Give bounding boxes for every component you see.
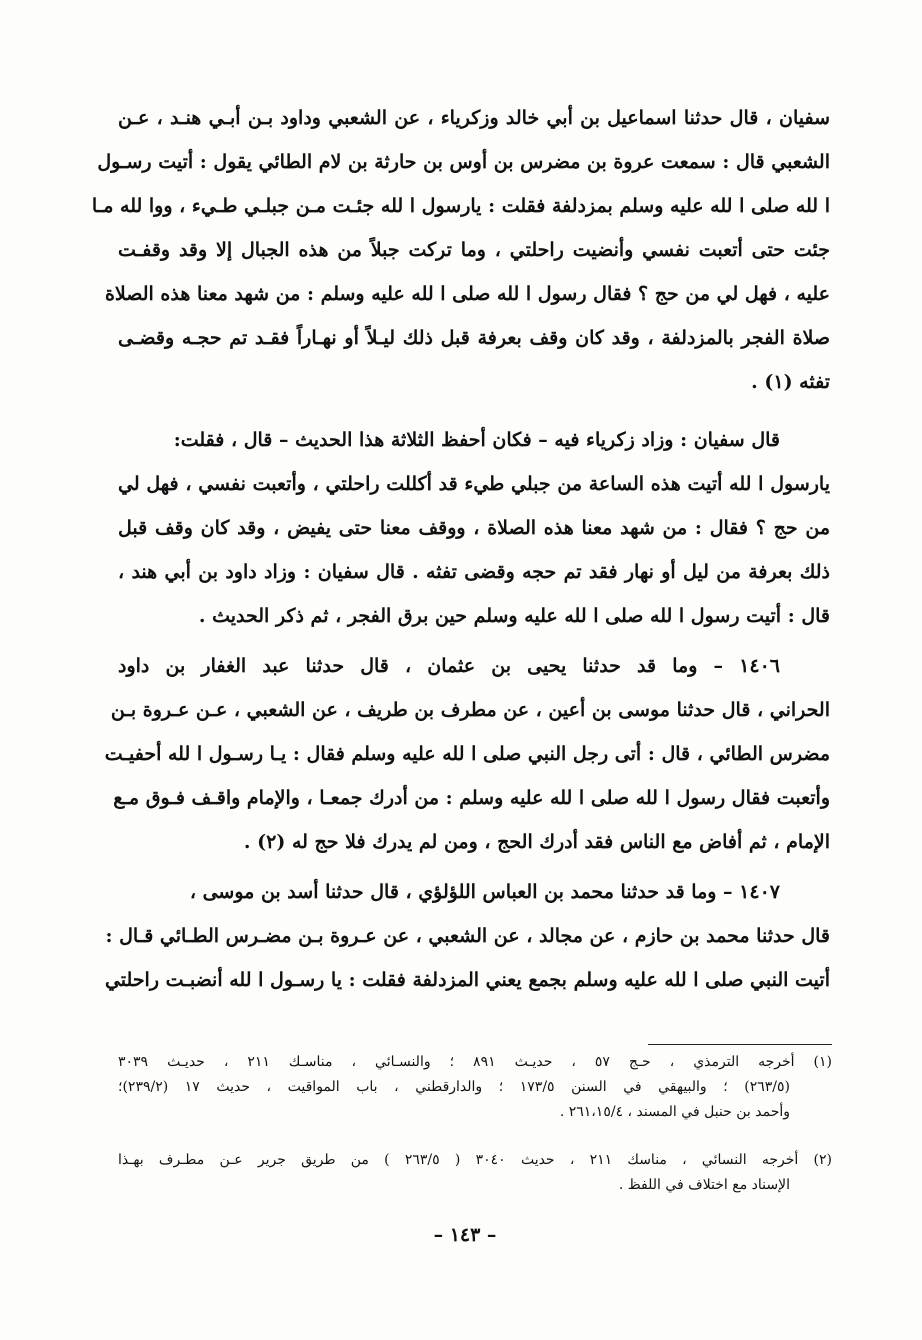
footnote-line: (١) أخرجه الترمذي ، حـج ٥٧ ، حديـث ٨٩١ ؛ والنسـائي ، مناسـك ٢١١ ، حديـث ٣٠٣٩ bbox=[118, 1054, 833, 1070]
text-line: الحراني ، قال حدثنا موسى بن أعين ، عن مطرف بن طريف ، عن الشعبي ، عـن عـروة بـن bbox=[110, 699, 830, 721]
text-line: صلاة الفجر بالمزدلفة ، وقد كان وقف بعرفة قبل ذلك ليـلاً أو نهـاراً فقـد تم حجـه وقضـى bbox=[118, 327, 830, 349]
paragraph-2 bbox=[118, 418, 830, 638]
text-line: ١٤٠٦ – وما قد حدثنا يحيى بن عثمان ، قال حدثنا عبد الغفار بن داود bbox=[118, 655, 780, 677]
footnote-2 bbox=[118, 1148, 832, 1198]
text-line: من حج ؟ فقال : من شهد معنا هذه الصلاة ، ووقف معنا حتى يفيض ، وقد كان وقف قبل bbox=[118, 517, 830, 539]
footnote-line: (٢) أخرجه النسائي ، مناسك ٢١١ ، حديث ٣٠٤٠ ( ٢٦٣/٥ ) من طريق جرير عـن مطـرف بهـذا bbox=[118, 1152, 832, 1168]
footnote-line: وأحمد بن حنبل في المسند ، ٢٦١،١٥/٤ . bbox=[559, 1104, 790, 1120]
text-line: سفيان ، قال حدثنا اسماعيل بن أبي خالد وزكرياء ، عن الشعبي وداود بـن أبـي هنـد ، عـن bbox=[118, 107, 830, 129]
text-line: قال حدثنا محمد بن حازم ، عن مجالد ، عن الشعبي ، عن عـروة بـن مضـرس الطـائي قـال : bbox=[105, 925, 830, 947]
text-line: الإمام ، ثم أفاض مع الناس فقد أدرك الحج ، ومن لم يدرك فلا حج له (٢) . bbox=[243, 831, 830, 853]
text-line: أتيت النبي صلى ا لله عليه وسلم بجمع يعني المزدلفة فقلت : يا رسـول ا لله أنضبـت راحلتي bbox=[104, 969, 830, 991]
text-line: الشعبي قال : سمعت عروة بن مضرس بن أوس بن حارثة بن لام الطائي يقول : أتيت رسـول bbox=[97, 151, 830, 173]
hadith-1407 bbox=[104, 870, 830, 1002]
text-line: مضرس الطائي ، قال : أتى رجل النبي صلى ا لله عليه وسلم فقال : يـا رسـول ا لله أحفيـت bbox=[104, 743, 830, 765]
text-line: جئت حتى أتعبت نفسي وأنضيت راحلتي ، وما تركت جبلاً من هذه الجبال إلا وقد وقفـت bbox=[118, 239, 830, 261]
text-line: يارسول ا لله أتيت هذه الساعة من جبلي طيء قد أكللت راحلتي ، وأتعبت نفسي ، فهل لي bbox=[118, 473, 830, 495]
text-line: قال سفيان : وزاد زكرياء فيه – فكان أحفظ الثلاثة هذا الحديث – قال ، فقلت: bbox=[173, 429, 780, 451]
text-line: ذلك بعرفة من ليل أو نهار فقد تم حجه وقضى تفثه . قال سفيان : وزاد داود بن أبي هند ، bbox=[118, 561, 830, 583]
text-line: ا لله صلى ا لله عليه وسلم بمزدلفة فقلت : يارسول ا لله جئـت مـن جبلـي طـيء ، ووا لله مـا bbox=[91, 195, 830, 217]
page-number: – ١٤٣ – bbox=[433, 1224, 497, 1246]
footnote-line: الإسناد مع اختلاف في اللفظ . bbox=[618, 1177, 790, 1193]
text-line: قال : أتيت رسول ا لله صلى ا لله عليه وسلم حين برق الفجر ، ثم ذكر الحديث . bbox=[198, 605, 830, 627]
text-line: وأتعبت فقال رسول ا لله صلى ا لله عليه وسلم : من أدرك جمعـا ، والإمام واقـف فـوق مـع bbox=[113, 787, 830, 809]
text-line: تفثه (١) . bbox=[751, 371, 830, 393]
footnote-line: (٢٦٣/٥) ؛ والبيهقي في السنن ١٧٣/٥ ؛ والدارقطني ، باب المواقيت ، حديث ١٧ (٢٣٩/٢)؛ bbox=[118, 1079, 790, 1095]
footnote-separator bbox=[648, 1044, 832, 1045]
footnote-1 bbox=[118, 1050, 832, 1125]
hadith-1406 bbox=[104, 644, 830, 864]
paragraph-1 bbox=[91, 96, 830, 404]
text-line: ١٤٠٧ – وما قد حدثنا محمد بن العباس اللؤلؤي ، قال حدثنا أسد بن موسى ، bbox=[189, 881, 780, 903]
text-line: عليه ، فهل لي من حج ؟ فقال رسول ا لله صلى ا لله عليه وسلم : من شهد معنا هذه الصلاة bbox=[104, 283, 830, 305]
